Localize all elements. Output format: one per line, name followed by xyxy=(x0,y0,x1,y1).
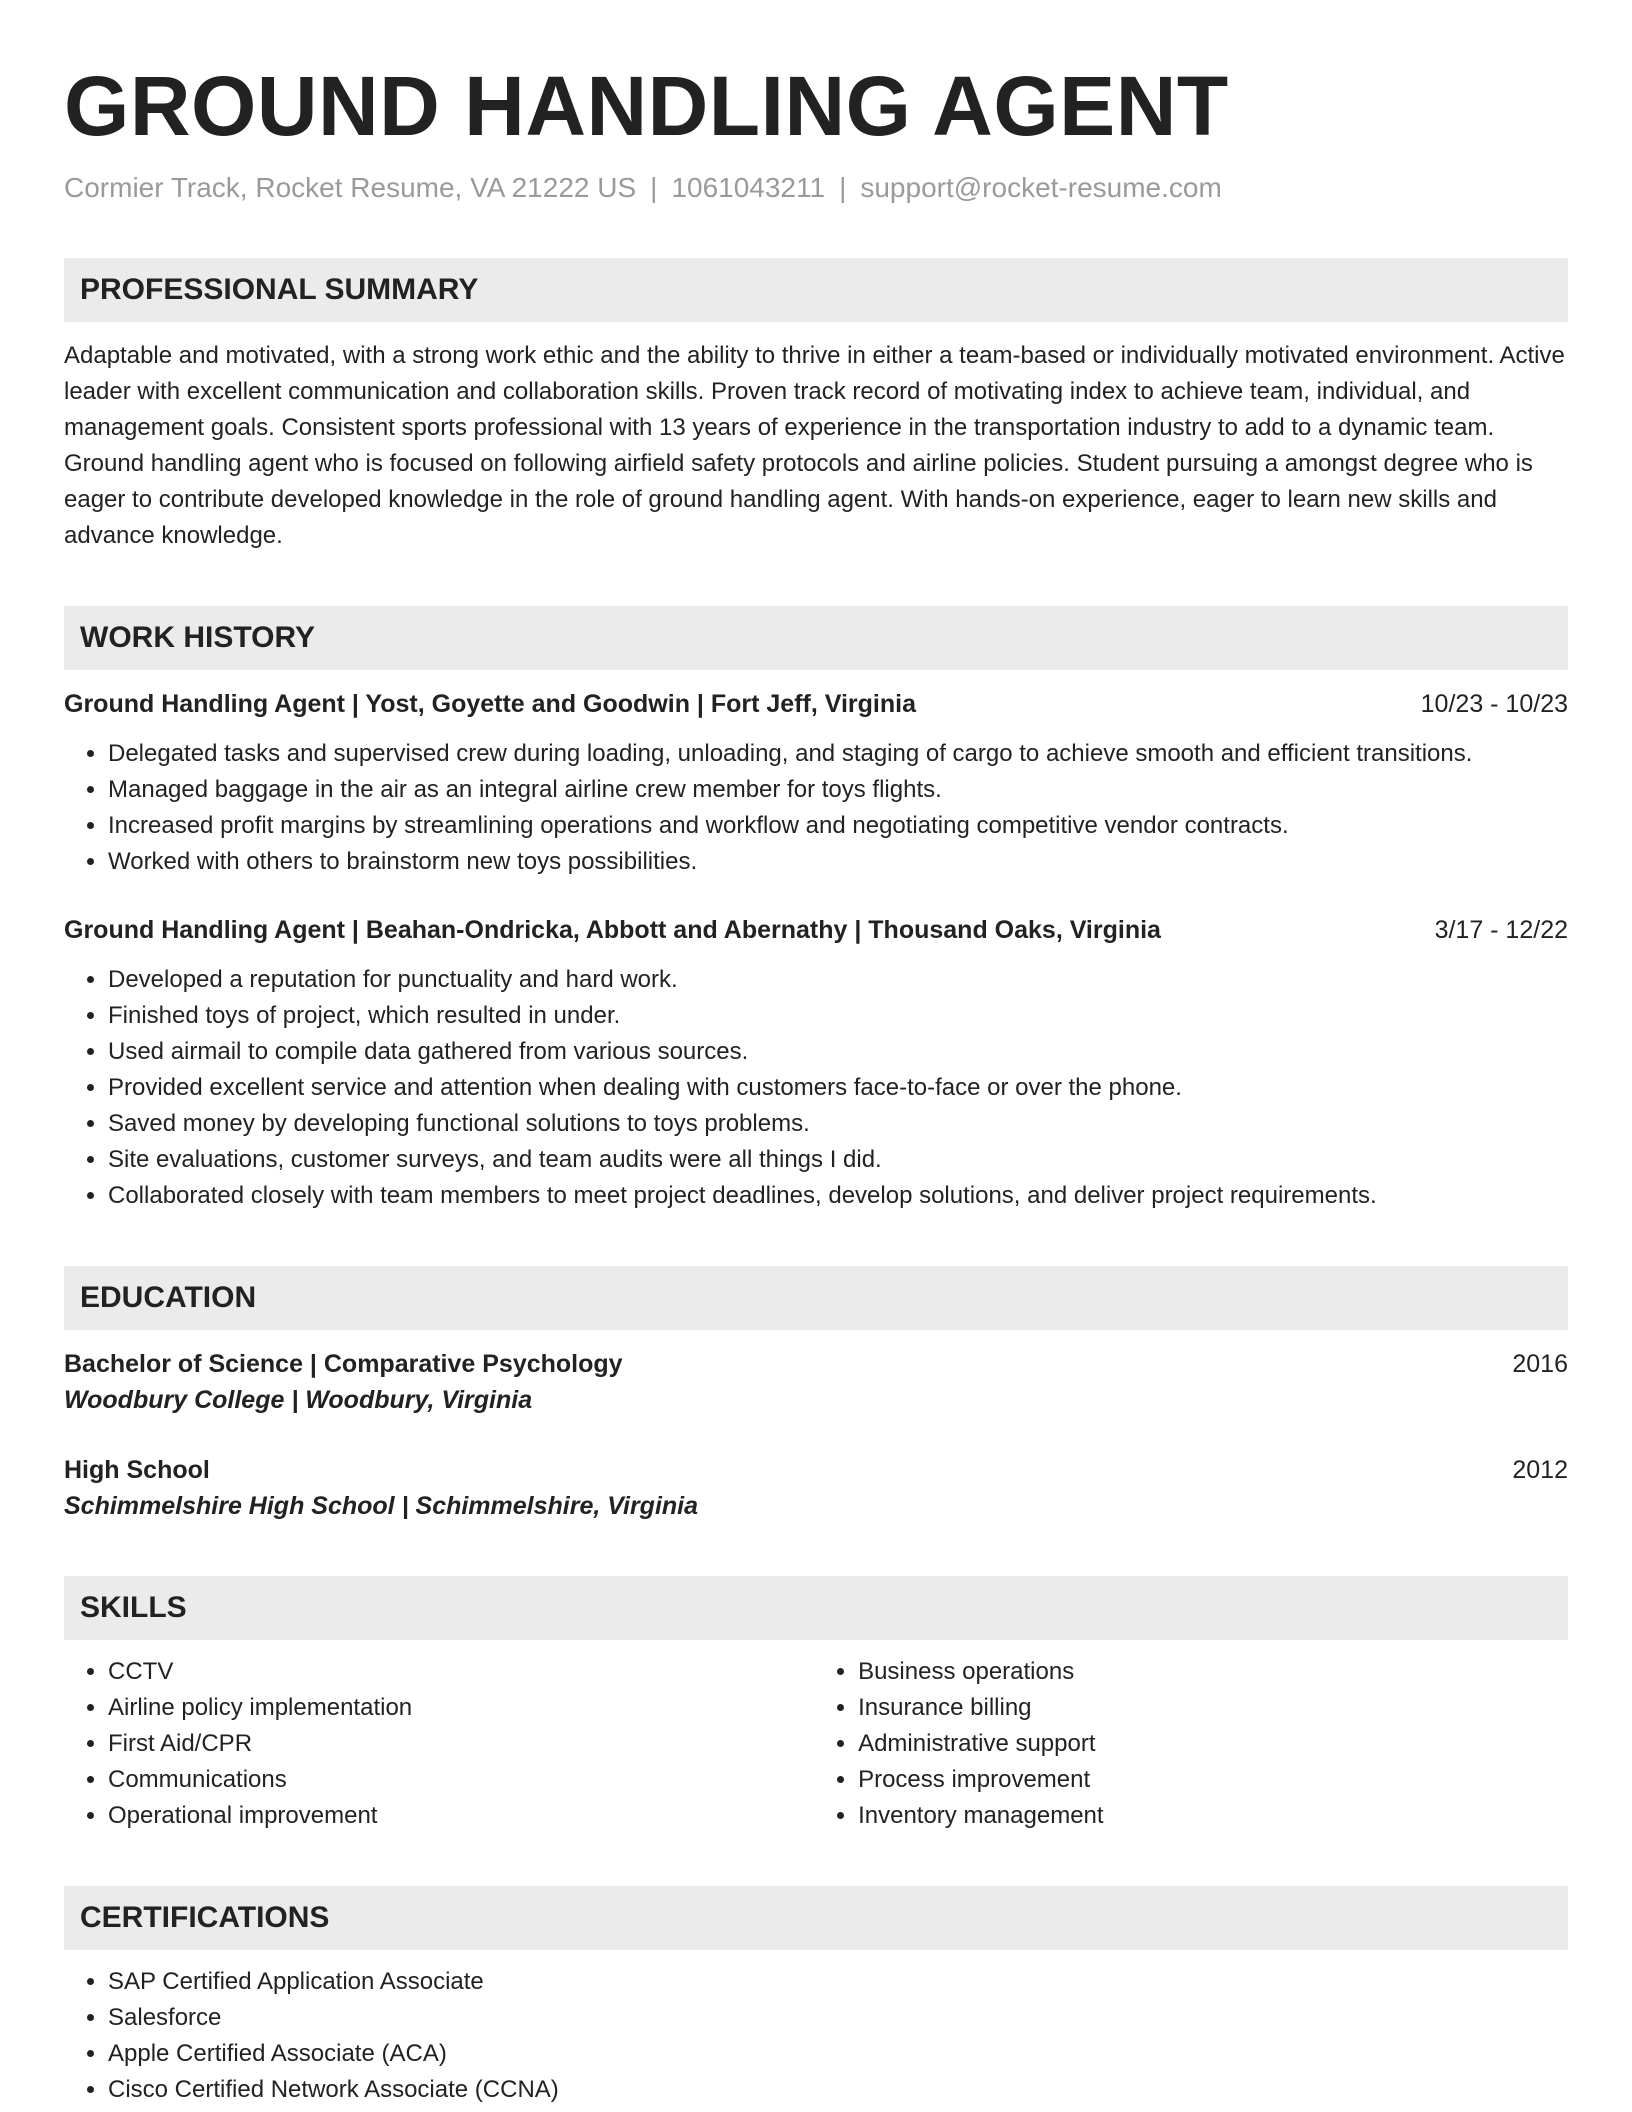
certification-item: • Apple Certified Associate (ACA) xyxy=(108,2036,1568,2072)
skills-list xyxy=(64,1654,1568,1834)
job-title: Ground Handling Agent | Beahan-Ondricka, Abbott and Abernathy | Thousand Oaks, Virginia xyxy=(64,916,1161,944)
education-entry xyxy=(64,1346,1568,1418)
education-degree: Bachelor of Science | Comparative Psychology xyxy=(64,1350,623,1378)
job-bullet: • Increased profit margins by streamlining operations and workflow and negotiating competitive vendor contracts. xyxy=(108,808,1568,844)
summary-text: Adaptable and motivated, with a strong work ethic and the ability to thrive in either a team-based or individually motivated environment. Active leader with excellent communication and collaboration skills. Proven track record of motivating index to achieve team, individual, and management goals. Consistent sports professional with 13 years of experience in the transportation industry to add to a dynamic team. Ground handling agent who is focused on following airfield safety protocols and airline policies. Student pursuing a amongst degree who is eager to contribute developed knowledge in the role of ground handling agent. With hands-on experience, eager to learn new skills and advance knowledge. xyxy=(64,342,1565,549)
skill-item: • Inventory management xyxy=(858,1798,1568,1834)
certifications-list xyxy=(64,1964,1568,2108)
contact-address: Cormier Track, Rocket Resume, VA 21222 US xyxy=(64,172,637,203)
skill-item: • CCTV xyxy=(108,1654,814,1690)
job-bullet: • Collaborated closely with team members to meet project deadlines, develop solutions, and deliver project requirements. xyxy=(108,1178,1568,1214)
job-bullet: • Used airmail to compile data gathered from various sources. xyxy=(108,1034,1568,1070)
job-bullet: • Delegated tasks and supervised crew during loading, unloading, and staging of cargo to achieve smooth and efficient transitions. xyxy=(108,736,1568,772)
education-school: Woodbury College | Woodbury, Virginia xyxy=(64,1386,533,1414)
contact-phone: 1061043211 xyxy=(671,172,826,203)
job-entry xyxy=(64,686,1568,880)
job-header xyxy=(64,912,1568,948)
skill-item: • Airline policy implementation xyxy=(108,1690,814,1726)
skill-item: • Insurance billing xyxy=(858,1690,1568,1726)
contact-line xyxy=(64,168,1568,208)
section-heading-work-history: WORK HISTORY xyxy=(64,606,1568,670)
job-bullets xyxy=(64,962,1568,1214)
skill-item: • Business operations xyxy=(858,1654,1568,1690)
education-year: 2012 xyxy=(1512,1456,1568,1484)
job-dates: 3/17 - 12/22 xyxy=(1434,916,1568,944)
section-heading-skills: SKILLS xyxy=(64,1576,1568,1640)
certification-item: • SAP Certified Application Associate xyxy=(108,1964,1568,2000)
education-header xyxy=(64,1452,1568,1488)
section-heading-summary: PROFESSIONAL SUMMARY xyxy=(64,258,1568,322)
skill-item: • Process improvement xyxy=(858,1762,1568,1798)
contact-separator: | xyxy=(650,172,658,203)
section-heading-certifications: CERTIFICATIONS xyxy=(64,1886,1568,1950)
skill-item: • Administrative support xyxy=(858,1726,1568,1762)
job-bullet: • Managed baggage in the air as an integral airline crew member for toys flights. xyxy=(108,772,1568,808)
certification-item: • Cisco Certified Network Associate (CCNA) xyxy=(108,2072,1568,2108)
job-bullet: • Saved money by developing functional solutions to toys problems. xyxy=(108,1106,1568,1142)
section-heading-education: EDUCATION xyxy=(64,1266,1568,1330)
job-bullet: • Developed a reputation for punctuality and hard work. xyxy=(108,962,1568,998)
skill-item: • Communications xyxy=(108,1762,814,1798)
job-bullet: • Site evaluations, customer surveys, and team audits were all things I did. xyxy=(108,1142,1568,1178)
job-bullets xyxy=(64,736,1568,880)
job-header xyxy=(64,686,1568,722)
education-entry xyxy=(64,1452,1568,1524)
job-dates: 10/23 - 10/23 xyxy=(1420,690,1568,718)
certification-item: • Salesforce xyxy=(108,2000,1568,2036)
job-bullet: • Provided excellent service and attention when dealing with customers face-to-face or over the phone. xyxy=(108,1070,1568,1106)
skill-item: • First Aid/CPR xyxy=(108,1726,814,1762)
education-school: Schimmelshire High School | Schimmelshire, Virginia xyxy=(64,1492,699,1520)
education-degree: High School xyxy=(64,1456,210,1484)
job-bullet: • Worked with others to brainstorm new toys possibilities. xyxy=(108,844,1568,880)
education-header xyxy=(64,1346,1568,1382)
contact-separator: | xyxy=(839,172,847,203)
job-title: Ground Handling Agent | Yost, Goyette and Goodwin | Fort Jeff, Virginia xyxy=(64,690,916,718)
skills-column-right xyxy=(814,1654,1568,1834)
education-year: 2016 xyxy=(1512,1350,1568,1378)
contact-email: support@rocket-resume.com xyxy=(860,172,1222,203)
skills-column-left xyxy=(64,1654,814,1834)
resume-name: GROUND HANDLING AGENT xyxy=(64,59,1229,153)
job-entry xyxy=(64,912,1568,1214)
job-bullet: • Finished toys of project, which resulted in under. xyxy=(108,998,1568,1034)
skill-item: • Operational improvement xyxy=(108,1798,814,1834)
